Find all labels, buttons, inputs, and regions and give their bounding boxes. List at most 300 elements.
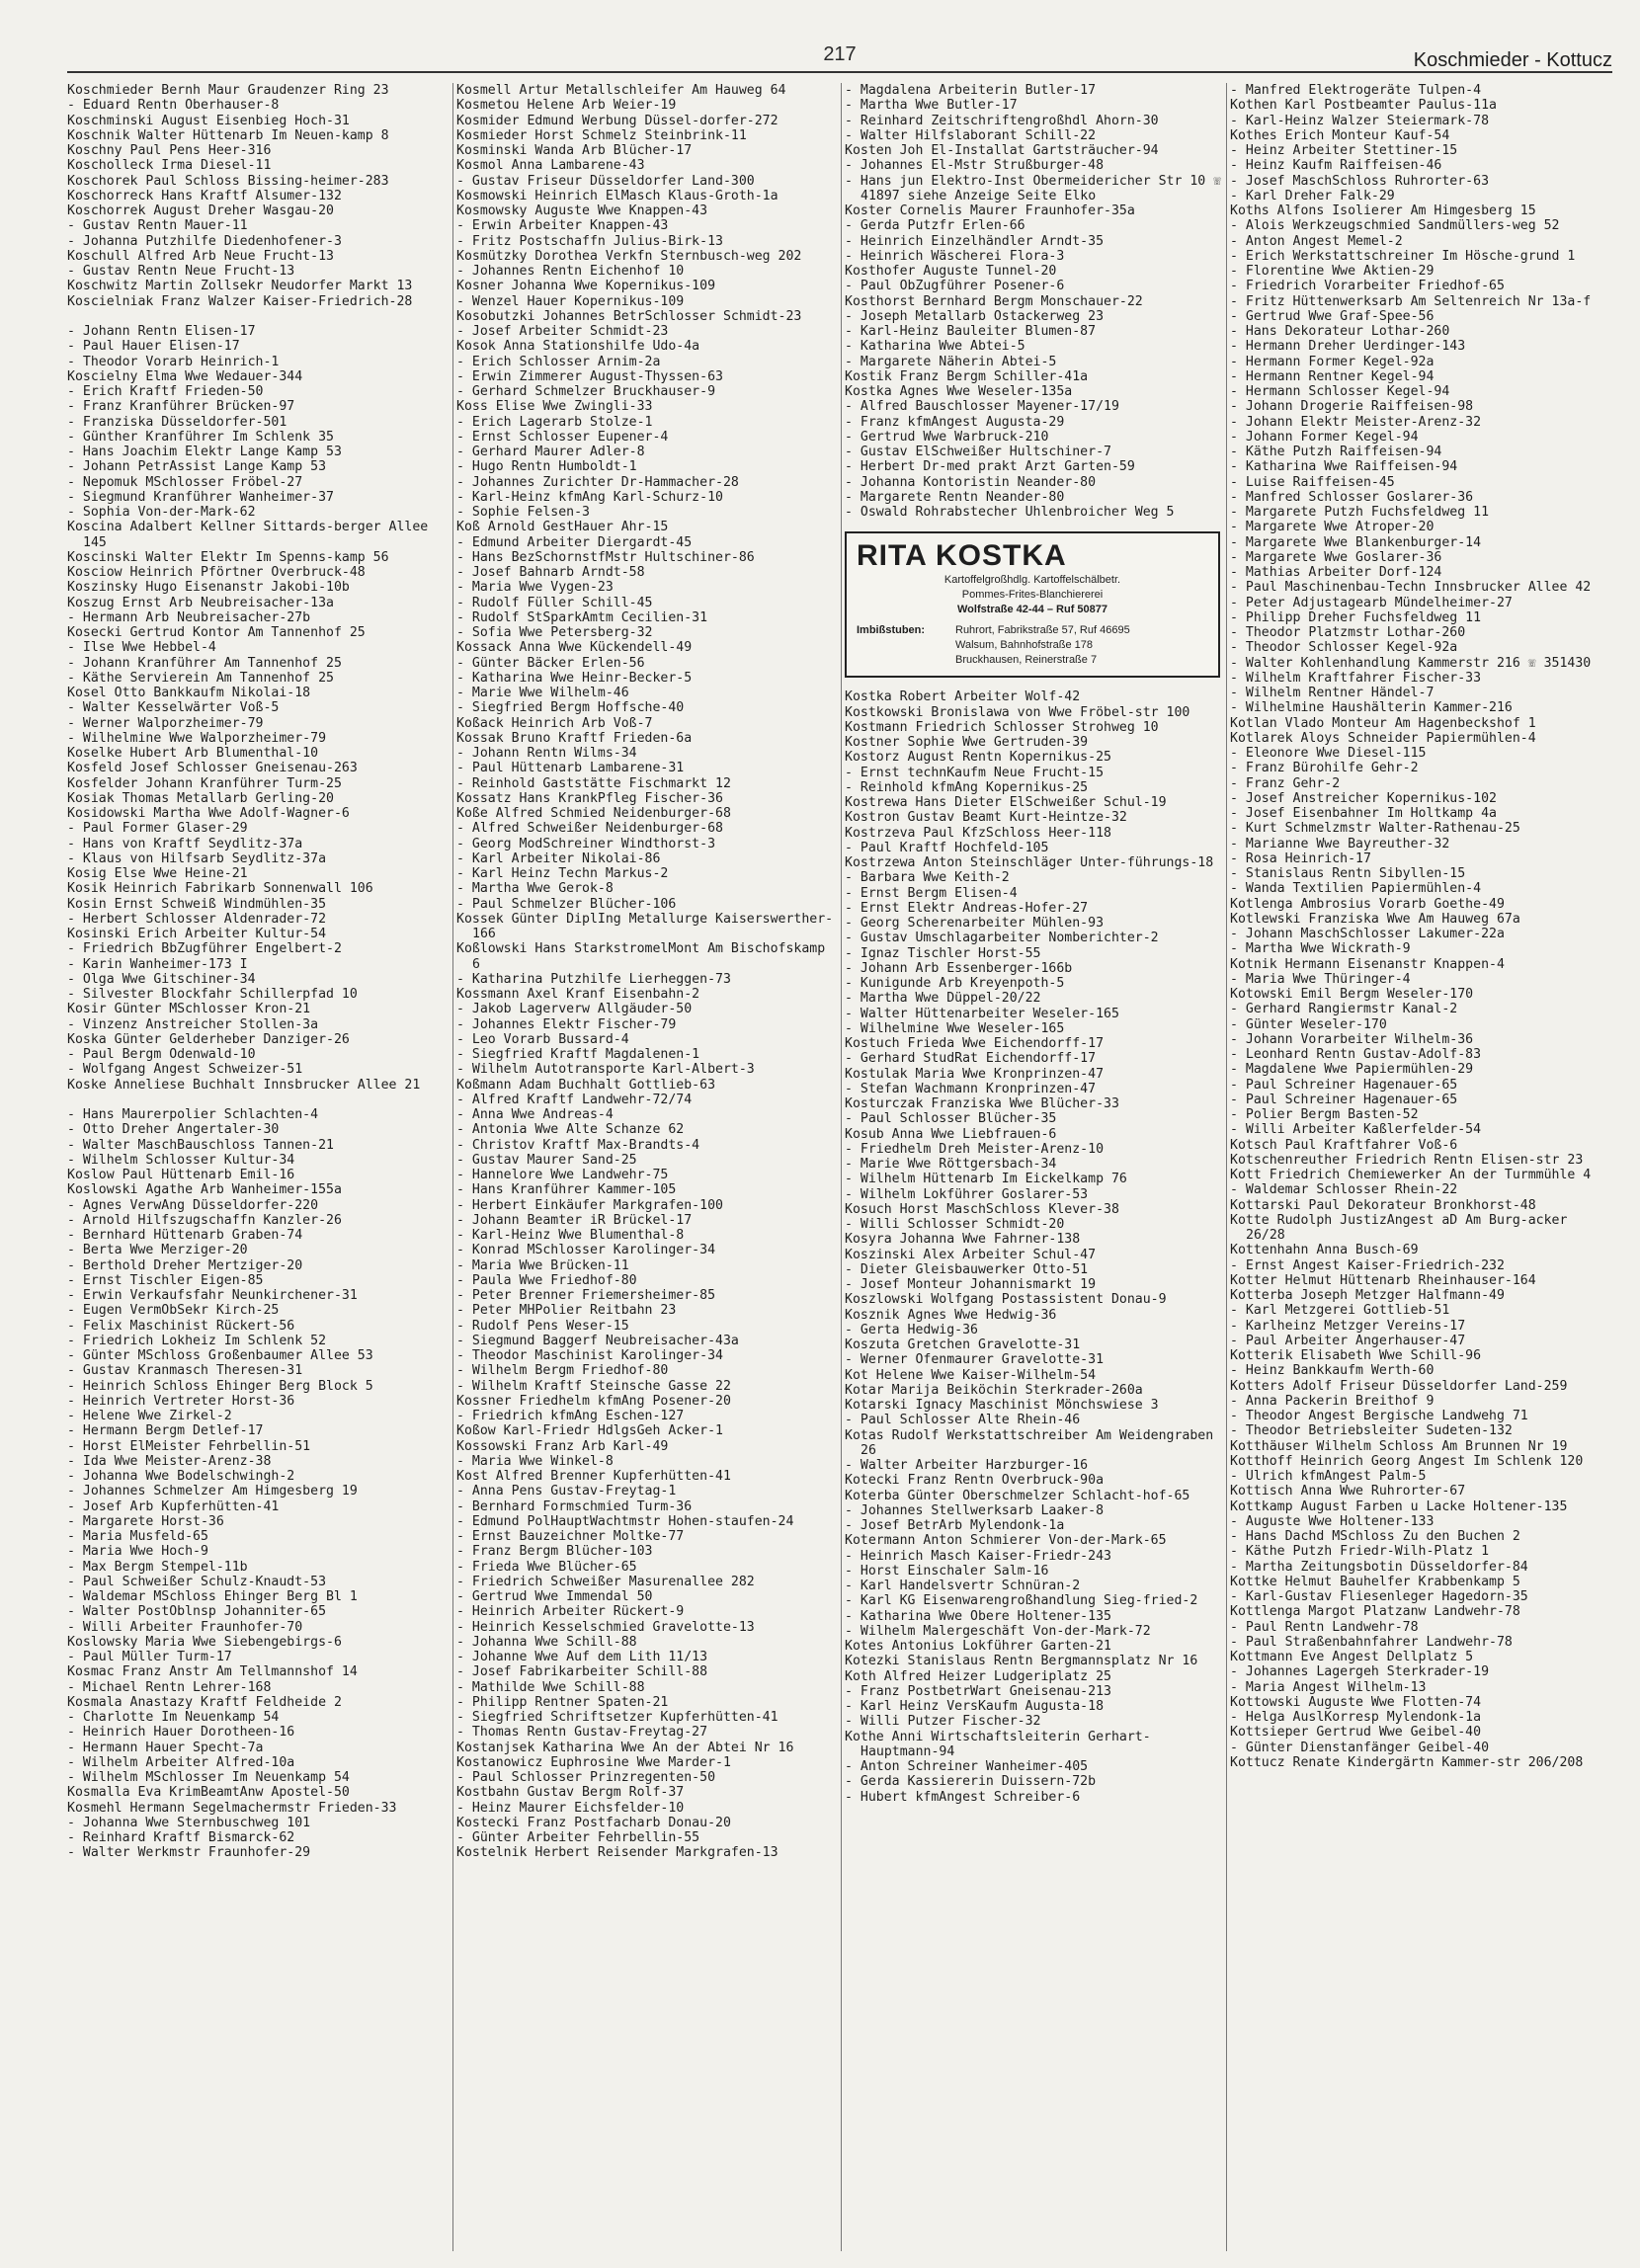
directory-entry: - Gertrud Wwe Warbruck-210	[845, 429, 1049, 445]
directory-entry: - Herbert Schlosser Aldenrader-72	[67, 911, 327, 927]
directory-entry: Kossak Bruno Kraftf Frieden-6a	[456, 730, 693, 746]
directory-entry: - Heinrich Vertreter Horst-36	[67, 1393, 295, 1409]
directory-entry: Kotecki Franz Rentn Overbruck-90a	[845, 1473, 1105, 1489]
directory-entry: - Wolfgang Angest Schweizer-51	[67, 1062, 303, 1078]
directory-entry: - Christov Kraftf Max-Brandts-4	[456, 1137, 700, 1153]
directory-entry: Koßlowski Hans StarkstromelMont Am Bischofskamp 6	[456, 941, 826, 972]
directory-entry: Kosmalla Eva KrimBeamtAnw Apostel-50	[67, 1785, 350, 1801]
directory-entry: - Stanislaus Rentn Sibyllen-15	[1230, 866, 1466, 881]
directory-entry: - Nepomuk MSchlosser Fröbel-27	[67, 474, 303, 490]
directory-entry: - Max Bergm Stempel-11b	[67, 1559, 248, 1575]
ad-address: Wolfstraße 42-44 – Ruf 50877	[956, 604, 1108, 616]
directory-entry: - Oswald Rohrabstecher Uhlenbroicher Weg 5	[845, 505, 1175, 520]
directory-entry: - Thomas Rentn Gustav-Freytag-27	[456, 1725, 708, 1741]
directory-entry: - Josef Anstreicher Kopernikus-102	[1230, 790, 1497, 806]
directory-entry: Kosir Günter MSchlosser Kron-21	[67, 1002, 311, 1017]
directory-entry: - Josef Eisenbahner Im Holtkamp 4a	[1230, 806, 1497, 821]
directory-entry: - Georg ModSchreiner Windthorst-3	[456, 836, 716, 851]
directory-entry: - Franziska Düsseldorfer-501	[67, 414, 287, 430]
entry-spacer	[67, 1093, 447, 1107]
directory-entry: Kottmann Eve Angest Dellplatz 5	[1230, 1650, 1474, 1664]
directory-entry: Koterba Günter Oberschmelzer Schlacht-hof-65	[845, 1488, 1190, 1503]
directory-entry: Kothe Anni Wirtschaftsleiterin Gerhart-Hauptmann-94	[845, 1729, 1151, 1759]
directory-column-1	[67, 83, 447, 2246]
directory-entry: - Theodor Maschinist Karolinger-34	[456, 1348, 723, 1363]
directory-entry: - Wilhelmine Wwe Weseler-165	[845, 1020, 1065, 1036]
directory-entry: - Wilhelm MSchlosser Im Neuenkamp 54	[67, 1770, 350, 1785]
directory-entry: - Klaus von Hilfsarb Seydlitz-37a	[67, 850, 327, 866]
directory-entry: Koschorrek August Dreher Wasgau-20	[67, 203, 334, 218]
directory-entry: - Walter Hilfslaborant Schill-22	[845, 127, 1097, 143]
directory-entry: - Johann MaschSchlosser Lakumer-22a	[1230, 927, 1505, 941]
directory-entry: - Günther Kranführer Im Schlenk 35	[67, 429, 334, 445]
directory-entry: - Waldemar Schlosser Rhein-22	[1230, 1182, 1458, 1198]
directory-entry: - Ernst Angest Kaiser-Friedrich-232	[1230, 1257, 1505, 1273]
directory-entry: - Karl-Heinz Walzer Steiermark-78	[1230, 113, 1490, 128]
directory-entry: - Heinrich Arbeiter Rückert-9	[456, 1604, 685, 1620]
directory-entry: - Ernst Elektr Andreas-Hofer-27	[845, 900, 1089, 916]
directory-entry: Kot Helene Wwe Kaiser-Wilhelm-54	[845, 1367, 1097, 1383]
directory-entry: Kostrewa Hans Dieter ElSchweißer Schul-19	[845, 795, 1167, 810]
directory-entry: - Theodor Angest Bergische Landwehg 71	[1230, 1409, 1528, 1423]
directory-entry: - Ulrich kfmAngest Palm-5	[1230, 1469, 1427, 1484]
directory-entry: - Johann Arb Essenberger-166b	[845, 960, 1073, 976]
ad-line: Pommes-Frites-Blanchiererei	[961, 589, 1104, 602]
directory-entry: - Konrad MSchlosser Karolinger-34	[456, 1243, 716, 1258]
directory-entry: - Karl Arbeiter Nikolai-86	[456, 850, 661, 866]
directory-entry: - Gustav ElSchweißer Hultschiner-7	[845, 445, 1111, 459]
directory-entry: Kothes Erich Monteur Kauf-54	[1230, 127, 1450, 143]
directory-entry: - Wilhelmine Haushälterin Kammer-216	[1230, 700, 1513, 716]
directory-entry: - Mathias Arbeiter Dorf-124	[1230, 565, 1442, 580]
directory-entry: - Paul Bergm Odenwald-10	[67, 1047, 256, 1062]
directory-entry: - Anna Pens Gustav-Freytag-1	[456, 1484, 677, 1499]
directory-entry: Kotowski Emil Bergm Weseler-170	[1230, 987, 1474, 1002]
directory-entry: - Wanda Textilien Papiermühlen-4	[1230, 881, 1482, 897]
directory-entry: - Paul Schlosser Prinzregenten-50	[456, 1770, 716, 1785]
directory-entry: Kosmala Anastazy Kraftf Feldheide 2	[67, 1694, 342, 1710]
directory-entry: Kosel Otto Bankkaufm Nikolai-18	[67, 686, 311, 700]
directory-entry: - Wilhelm Kraftfahrer Fischer-33	[1230, 670, 1482, 686]
directory-entry: - Karl Heinz VersKaufm Augusta-18	[845, 1699, 1105, 1714]
directory-entry: - Ernst Schlosser Eupener-4	[456, 429, 669, 445]
directory-entry: - Reinhold Gaststätte Fischmarkt 12	[456, 775, 731, 791]
ad-location: Walsum, Bahnhofstraße 178	[955, 639, 1093, 652]
directory-entry: Kost Alfred Brenner Kupferhütten-41	[456, 1469, 731, 1484]
directory-entry: Kostmann Friedrich Schlosser Strohweg 10	[845, 719, 1159, 735]
directory-entry: - Josef Bahnarb Arndt-58	[456, 565, 645, 580]
directory-entry: Kotschenreuther Friedrich Rentn Elisen-str 23	[1230, 1152, 1584, 1168]
directory-entry: - Peter Brenner Friemersheimer-85	[456, 1288, 716, 1303]
directory-entry: - Hans Kranführer Kammer-105	[456, 1182, 677, 1198]
directory-entry: - Willi Putzer Fischer-32	[845, 1714, 1041, 1730]
directory-entry: - Wilhelm Kraftf Steinsche Gasse 22	[456, 1378, 731, 1394]
directory-entry: - Paul Schreiner Hagenauer-65	[1230, 1092, 1458, 1107]
directory-entry: Koschorreck Hans Kraftf Alsumer-132	[67, 188, 342, 203]
directory-entry: - Paul Schlosser Blücher-35	[845, 1111, 1057, 1127]
directory-entry: - Maria Musfeld-65	[67, 1529, 208, 1544]
directory-entry: - Paul Rentn Landwehr-78	[1230, 1619, 1419, 1635]
directory-entry: - Karl-Heinz Bauleiter Blumen-87	[845, 324, 1097, 339]
directory-entry: Kostanowicz Euphrosine Wwe Marder-1	[456, 1754, 731, 1770]
directory-entry: Koßmann Adam Buchhalt Gottlieb-63	[456, 1077, 716, 1093]
directory-entry: Koth Alfred Heizer Ludgeriplatz 25	[845, 1668, 1111, 1684]
directory-entry: - Walter Arbeiter Harzburger-16	[845, 1458, 1089, 1473]
directory-entry: - Horst ElMeister Fehrbellin-51	[67, 1438, 311, 1454]
directory-entry: - Walter Werkmstr Fraunhofer-29	[67, 1845, 311, 1861]
directory-entry: - Ilse Wwe Hebbel-4	[67, 640, 216, 656]
directory-entry: - Walter Kesselwärter Voß-5	[67, 700, 280, 716]
directory-entry: - Gustav Maurer Sand-25	[456, 1152, 637, 1168]
directory-entry: - Paul Schreiner Hagenauer-65	[1230, 1077, 1458, 1093]
directory-entry: Kosznik Agnes Wwe Hedwig-36	[845, 1307, 1057, 1323]
directory-entry: - Gustav Friseur Düsseldorfer Land-300	[456, 173, 755, 189]
directory-entry: - Käthe Putzh Friedr-Wilh-Platz 1	[1230, 1544, 1490, 1560]
directory-entry: - Erwin Zimmerer August-Thyssen-63	[456, 368, 723, 384]
directory-entry: - Berta Wwe Merziger-20	[67, 1243, 248, 1258]
directory-entry: - Johannes Lagergeh Sterkrader-19	[1230, 1664, 1490, 1680]
directory-entry: - Hannelore Wwe Landwehr-75	[456, 1168, 669, 1182]
directory-entry: - Olga Wwe Gitschiner-34	[67, 971, 256, 987]
directory-entry: Kotas Rudolf Werkstattschreiber Am Weidengraben 26	[845, 1427, 1214, 1458]
directory-entry: - Johannes Zurichter Dr-Hammacher-28	[456, 474, 739, 490]
directory-entry: - Gerhard StudRat Eichendorff-17	[845, 1051, 1097, 1067]
directory-entry: - Hans von Kraftf Seydlitz-37a	[67, 836, 303, 851]
directory-entry: Kottowski Auguste Wwe Flotten-74	[1230, 1694, 1482, 1710]
directory-entry: - Ernst Bergm Elisen-4	[845, 885, 1018, 901]
directory-entry: - Martha Wwe Gerok-8	[456, 881, 614, 897]
directory-entry: Koths Alfons Isolierer Am Himgesberg 15	[1230, 203, 1536, 218]
directory-entry: - Günter Weseler-170	[1230, 1016, 1387, 1032]
directory-entry: - Käthe Putzh Raiffeisen-94	[1230, 445, 1442, 459]
directory-entry: - Charlotte Im Neuenkamp 54	[67, 1710, 280, 1725]
directory-entry: - Felix Maschinist Rückert-56	[67, 1318, 295, 1334]
directory-entry: Kosyra Johanna Wwe Fahrner-138	[845, 1232, 1081, 1248]
directory-entry: Koszlowski Wolfgang Postassistent Donau-9	[845, 1292, 1167, 1308]
directory-entry: - Siegfried Schriftsetzer Kupferhütten-41	[456, 1710, 779, 1725]
directory-entry: Kosmützky Dorothea Verkfn Sternbusch-weg 202	[456, 248, 802, 264]
directory-entry: - Edmund PolHauptWachtmstr Hohen-staufen-24	[456, 1513, 794, 1529]
directory-entry: - Magdalene Wwe Papiermühlen-29	[1230, 1062, 1474, 1078]
directory-entry: - Käthe Servierein Am Tannenhof 25	[67, 670, 334, 686]
directory-entry: - Heinz Maurer Eichsfelder-10	[456, 1800, 685, 1816]
page-number: 217	[823, 43, 857, 65]
directory-entry: Koscholleck Irma Diesel-11	[67, 158, 272, 174]
directory-entry: - Erich Werkstattschreiner Im Hösche-grund 1	[1230, 248, 1576, 264]
directory-entry: Kostik Franz Bergm Schiller-41a	[845, 368, 1089, 384]
directory-entry: Kosig Else Wwe Heine-21	[67, 866, 248, 881]
directory-entry: - Arnold Hilfszugschaffn Kanzler-26	[67, 1212, 342, 1228]
directory-entry: - Heinrich Hauer Dorotheen-16	[67, 1725, 295, 1741]
ad-business-name: RITA KOSTKA	[857, 539, 1067, 573]
directory-entry: Kostulak Maria Wwe Kronprinzen-47	[845, 1066, 1105, 1082]
directory-entry: - Maria Wwe Brücken-11	[456, 1257, 629, 1273]
directory-entry: - Hermann Schlosser Kegel-94	[1230, 384, 1450, 399]
directory-entry: - Kurt Schmelzmstr Walter-Rathenau-25	[1230, 821, 1520, 837]
directory-entry: - Eugen VermObSekr Kirch-25	[67, 1303, 280, 1319]
directory-entry: - Alfred Kraftf Landwehr-72/74	[456, 1092, 693, 1107]
directory-entry: - Maria Wwe Hoch-9	[67, 1544, 208, 1560]
directory-entry: - Günter Bäcker Erlen-56	[456, 655, 645, 671]
directory-entry: - Willi Arbeiter Fraunhofer-70	[67, 1619, 303, 1635]
directory-entry: - Michael Rentn Lehrer-168	[67, 1679, 272, 1695]
directory-entry: - Johann Drogerie Raiffeisen-98	[1230, 399, 1474, 415]
directory-entry: - Gertrud Wwe Graf-Spee-56	[1230, 308, 1435, 324]
directory-entry: - Rudolf Füller Schill-45	[456, 595, 653, 610]
directory-entry: - Friedrich Vorarbeiter Friedhof-65	[1230, 279, 1505, 294]
directory-entry: - Mathilde Wwe Schill-88	[456, 1679, 645, 1695]
directory-entry: - Theodor Betriebsleiter Sudeten-132	[1230, 1423, 1513, 1439]
directory-entry: Koszug Ernst Arb Neubreisacher-13a	[67, 595, 334, 610]
directory-entry: - Günter MSchloss Großenbaumer Allee 53	[67, 1348, 373, 1363]
directory-entry: Kotlan Vlado Monteur Am Hagenbeckshof 1	[1230, 715, 1536, 731]
directory-entry: Kosub Anna Wwe Liebfrauen-6	[845, 1126, 1057, 1142]
directory-entry: - Johann PetrAssist Lange Kamp 53	[67, 459, 327, 475]
directory-entry: - Waldemar MSchloss Ehinger Berg Bl 1	[67, 1589, 358, 1604]
directory-entry: Kottucz Renate Kindergärtn Kammer-str 206/208	[1230, 1754, 1584, 1770]
directory-entry: - Hugo Rentn Humboldt-1	[456, 459, 637, 475]
directory-entry: - Johannes Stellwerksarb Laaker-8	[845, 1502, 1105, 1518]
directory-entry: Kottlenga Margot Platzanw Landwehr-78	[1230, 1604, 1520, 1620]
ad-line: Kartoffelgroßhdlg. Kartoffelschälbetr.	[943, 574, 1121, 587]
directory-entry: - Wilhelm Autotransporte Karl-Albert-3	[456, 1062, 755, 1078]
directory-entry: Kostka Robert Arbeiter Wolf-42	[845, 689, 1081, 705]
directory-entry: - Karl Metzgerei Gottlieb-51	[1230, 1303, 1450, 1319]
directory-entry: - Friedhelm Dreh Meister-Arenz-10	[845, 1141, 1105, 1157]
directory-entry: - Martha Wwe Butler-17	[845, 98, 1018, 114]
directory-entry: Kosfelder Johann Kranführer Turm-25	[67, 775, 342, 791]
directory-entry: Kosthofer Auguste Tunnel-20	[845, 264, 1057, 279]
directory-entry: Koske Anneliese Buchhalt Innsbrucker Allee 21	[67, 1077, 421, 1093]
directory-entry: - Helga AuslKorresp Mylendonk-1a	[1230, 1710, 1482, 1725]
directory-entry: Koßack Heinrich Arb Voß-7	[456, 715, 653, 731]
directory-entry: - Hermann Dreher Uerdinger-143	[1230, 339, 1466, 355]
column-divider	[841, 83, 842, 2251]
directory-entry: - Erwin Verkaufsfahr Neunkirchener-31	[67, 1288, 358, 1303]
directory-entry: - Gertrud Wwe Immendal 50	[456, 1589, 653, 1604]
directory-entry: - Alfred Schweißer Neidenburger-68	[456, 821, 723, 837]
directory-entry: - Philipp Rentner Spaten-21	[456, 1694, 669, 1710]
directory-entry: - Hans Maurerpolier Schlachten-4	[67, 1107, 319, 1122]
directory-entry: Kotterba Joseph Metzger Halfmann-49	[1230, 1288, 1505, 1303]
entry-spacer	[67, 309, 447, 324]
directory-entry: - Willi Arbeiter Kaßlerfelder-54	[1230, 1122, 1482, 1138]
directory-entry: - Karin Wanheimer-173 I	[67, 956, 248, 972]
directory-entry: - Hans Joachim Elektr Lange Kamp 53	[67, 445, 342, 459]
directory-entry: - Friedrich BbZugführer Engelbert-2	[67, 941, 342, 957]
directory-entry: - Theodor Vorarb Heinrich-1	[67, 354, 280, 369]
directory-entry: - Wilhelm Lokführer Goslarer-53	[845, 1186, 1089, 1202]
directory-entry: - Margarete Wwe Goslarer-36	[1230, 549, 1442, 565]
directory-entry: - Heinrich Schloss Ehinger Berg Block 5	[67, 1378, 373, 1394]
directory-entry: Kossmann Axel Kranf Eisenbahn-2	[456, 987, 700, 1002]
directory-entry: - Heinz Kaufm Raiffeisen-46	[1230, 158, 1442, 174]
directory-entry: - Anna Packerin Breithof 9	[1230, 1393, 1435, 1409]
directory-entry: - Reinhard Kraftf Bismarck-62	[67, 1830, 295, 1845]
directory-entry: Kostelnik Herbert Reisender Markgrafen-13	[456, 1845, 779, 1861]
directory-entry: - Franz Kranführer Brücken-97	[67, 399, 295, 415]
directory-entry: - Peter MHPolier Reitbahn 23	[456, 1303, 677, 1319]
directory-entry: - Ernst Tischler Eigen-85	[67, 1272, 264, 1288]
directory-entry: - Siegfried Kraftf Magdalenen-1	[456, 1047, 700, 1062]
directory-entry: Kotter Helmut Hüttenarb Rheinhauser-164	[1230, 1272, 1536, 1288]
column-divider	[1226, 83, 1227, 2251]
directory-entry: - Siegfried Bergm Hoffsche-40	[456, 700, 685, 716]
directory-entry: - Florentine Wwe Aktien-29	[1230, 264, 1435, 279]
directory-entry: - Horst Einschaler Salm-16	[845, 1563, 1049, 1579]
directory-entry: Kotarski Ignacy Maschinist Mönchswiese 3	[845, 1398, 1159, 1413]
directory-entry: Kotes Antonius Lokführer Garten-21	[845, 1639, 1111, 1654]
directory-entry: Kossack Anna Wwe Kückendell-49	[456, 640, 693, 656]
directory-entry: - Erich Kraftf Frieden-50	[67, 384, 264, 399]
directory-entry: - Herbert Einkäufer Markgrafen-100	[456, 1197, 723, 1213]
directory-entry: - Silvester Blockfahr Schillerpfad 10	[67, 987, 358, 1002]
directory-entry: - Helene Wwe Zirkel-2	[67, 1409, 232, 1423]
directory-entry: - Gustav Rentn Neue Frucht-13	[67, 264, 295, 279]
directory-entry: Kostecki Franz Postfacharb Donau-20	[456, 1815, 731, 1830]
directory-entry: - Johanna Putzhilfe Diedenhofener-3	[67, 233, 342, 249]
directory-entry: Koszinsky Hugo Eisenanstr Jakobi-10b	[67, 580, 350, 596]
directory-entry: - Hubert kfmAngest Schreiber-6	[845, 1789, 1081, 1805]
directory-entry: - Hermann Former Kegel-92a	[1230, 354, 1435, 369]
directory-entry: - Karl Heinz Techn Markus-2	[456, 866, 669, 881]
directory-entry: - Sofia Wwe Petersberg-32	[456, 625, 653, 640]
directory-entry: - Wilhelm Hüttenarb Im Eickelkamp 76	[845, 1172, 1127, 1187]
directory-entry: - Johann Beamter iR Brückel-17	[456, 1212, 693, 1228]
directory-entry: Koscielniak Franz Walzer Kaiser-Friedrich-28	[67, 293, 413, 309]
directory-entry: - Dieter Gleisbauwerker Otto-51	[845, 1261, 1089, 1277]
directory-entry: - Josef Fabrikarbeiter Schill-88	[456, 1664, 708, 1680]
directory-entry: Koska Günter Gelderheber Danziger-26	[67, 1031, 350, 1047]
directory-entry: - Manfred Schlosser Goslarer-36	[1230, 489, 1474, 505]
directory-entry: - Rudolf Pens Weser-15	[456, 1318, 629, 1334]
directory-entry: - Agnes VerwAng Düsseldorfer-220	[67, 1197, 319, 1213]
directory-entry: - Erwin Arbeiter Knappen-43	[456, 218, 669, 234]
directory-entry: - Paul Straßenbahnfahrer Landwehr-78	[1230, 1634, 1513, 1650]
directory-entry: - Friedrich Lokheiz Im Schlenk 52	[67, 1333, 327, 1348]
directory-entry: - Franz Gehr-2	[1230, 775, 1341, 791]
directory-entry: - Paul Schlosser Alte Rhein-46	[845, 1413, 1081, 1428]
directory-entry: - Franz PostbetrWart Gneisenau-213	[845, 1683, 1111, 1699]
directory-entry: Koslowsky Maria Wwe Siebengebirgs-6	[67, 1634, 342, 1650]
directory-entry: Kosiak Thomas Metallarb Gerling-20	[67, 790, 334, 806]
directory-entry: - Walter MaschBauschloss Tannen-21	[67, 1137, 334, 1153]
directory-entry: - Maria Wwe Vygen-23	[456, 580, 614, 596]
directory-entry: - Hans Dachd MSchloss Zu den Buchen 2	[1230, 1529, 1520, 1544]
directory-entry: Kosmehl Hermann Segelmachermstr Frieden-33	[67, 1800, 397, 1816]
directory-entry: - Eleonore Wwe Diesel-115	[1230, 746, 1427, 761]
directory-entry: - Werner Ofenmaurer Gravelotte-31	[845, 1352, 1105, 1368]
directory-entry: Kottke Helmut Bauhelfer Krabbenkamp 5	[1230, 1574, 1520, 1589]
directory-entry: - Rosa Heinrich-17	[1230, 850, 1371, 866]
directory-entry: - Johann Elektr Meister-Arenz-32	[1230, 414, 1482, 430]
directory-entry: - Fritz Hüttenwerksarb Am Seltenreich Nr 13a-f	[1230, 293, 1592, 309]
directory-entry: - Karl-Heinz Wwe Blumenthal-8	[456, 1228, 685, 1243]
directory-entry: Kotthoff Heinrich Georg Angest Im Schlenk 120	[1230, 1453, 1584, 1469]
directory-entry: - Josef MaschSchloss Ruhrorter-63	[1230, 173, 1490, 189]
directory-entry: - Walter Hüttenarbeiter Weseler-165	[845, 1006, 1119, 1021]
directory-entry: - Bernhard Formschmied Turm-36	[456, 1498, 693, 1514]
directory-entry: - Heinrich Kesselschmied Gravelotte-13	[456, 1619, 755, 1635]
directory-entry: - Johann Rentn Elisen-17	[67, 324, 256, 339]
directory-entry: - Theodor Schlosser Kegel-92a	[1230, 640, 1458, 656]
directory-entry: - Josef BetrArb Mylendonk-1a	[845, 1518, 1065, 1533]
directory-entry: Kossek Günter DiplIng Metallurge Kaiserswerther-166	[456, 911, 834, 941]
directory-entry: Kosidowski Martha Wwe Adolf-Wagner-6	[67, 806, 350, 821]
directory-entry: Kossner Friedhelm kfmAng Posener-20	[456, 1393, 731, 1409]
directory-entry: Koschull Alfred Arb Neue Frucht-13	[67, 248, 334, 264]
directory-entry: - Johannes Elektr Fischer-79	[456, 1016, 677, 1032]
directory-entry: - Alois Werkzeugschmied Sandmüllers-weg 52	[1230, 218, 1560, 234]
directory-entry: - Gerhard Maurer Adler-8	[456, 445, 645, 459]
directory-entry: - Johann Rentn Wilms-34	[456, 746, 637, 761]
directory-entry: - Wilhelm Malergeschäft Von-der-Mark-72	[845, 1623, 1151, 1639]
directory-entry: - Gerda Kassiererin Duissern-72b	[845, 1774, 1097, 1790]
directory-entry: - Heinrich Wäscherei Flora-3	[845, 248, 1065, 264]
directory-entry: - Karl-Gustav Fliesenleger Hagedorn-35	[1230, 1589, 1528, 1604]
column-divider	[452, 83, 453, 2251]
directory-entry: - Hermann Arb Neubreisacher-27b	[67, 609, 311, 625]
directory-entry: - Martha Zeitungsbotin Düsseldorfer-84	[1230, 1559, 1528, 1575]
directory-entry: Kotters Adolf Friseur Düsseldorfer Land-259	[1230, 1378, 1568, 1394]
directory-entry: Koss Elise Wwe Zwingli-33	[456, 399, 653, 415]
directory-entry: - Gerta Hedwig-36	[845, 1322, 978, 1337]
directory-entry: - Gustav Kranmasch Theresen-31	[67, 1363, 303, 1379]
directory-entry: - Sophia Von-der-Mark-62	[67, 505, 256, 520]
directory-entry: - Wilhelm Rentner Händel-7	[1230, 686, 1435, 700]
directory-entry: Koscielny Elma Wwe Wedauer-344	[67, 368, 303, 384]
directory-entry: - Paul Hauer Elisen-17	[67, 339, 240, 355]
directory-entry: - Paul Hüttenarb Lambarene-31	[456, 761, 685, 776]
directory-entry: - Margarete Näherin Abtei-5	[845, 354, 1057, 369]
directory-entry: Kott Friedrich Chemiewerker An der Turmmühle 4	[1230, 1168, 1592, 1182]
directory-entry: - Ernst Bauzeichner Moltke-77	[456, 1529, 685, 1544]
directory-entry: Kostron Gustav Beamt Kurt-Heintze-32	[845, 810, 1127, 826]
directory-entry: - Paula Wwe Friedhof-80	[456, 1272, 637, 1288]
directory-entry: - Paul ObZugführer Posener-6	[845, 279, 1065, 294]
header-rule	[67, 71, 1612, 73]
directory-entry: Kottsieper Gertrud Wwe Geibel-40	[1230, 1725, 1482, 1741]
directory-entry: Kottenhahn Anna Busch-69	[1230, 1243, 1419, 1258]
directory-entry: Kostbahn Gustav Bergm Rolf-37	[456, 1785, 685, 1801]
directory-entry: - Bernhard Hüttenarb Graben-74	[67, 1228, 303, 1243]
directory-entry: Kotlenga Ambrosius Vorarb Goethe-49	[1230, 896, 1505, 912]
directory-entry: - Friedrich kfmAng Eschen-127	[456, 1409, 685, 1423]
directory-entry: - Josef Arbeiter Schmidt-23	[456, 324, 669, 339]
directory-entry: - Johanna Wwe Schill-88	[456, 1634, 637, 1650]
directory-entry: Kosner Johanna Wwe Kopernikus-109	[456, 279, 716, 294]
directory-entry: - Franz Bürohilfe Gehr-2	[1230, 761, 1419, 776]
directory-entry: Koscinski Walter Elektr Im Spenns-kamp 56	[67, 549, 389, 565]
ad-location: Bruckhausen, Reinerstraße 7	[955, 654, 1098, 667]
directory-entry: Kotezki Stanislaus Rentn Bergmannsplatz Nr 16	[845, 1654, 1198, 1669]
directory-entry: Kotar Marija Beiköchin Sterkrader-260a	[845, 1382, 1143, 1398]
directory-entry: - Günter Dienstanfänger Geibel-40	[1230, 1740, 1490, 1755]
directory-entry: - Martha Wwe Düppel-20/22	[845, 991, 1041, 1007]
directory-entry: Kotlarek Aloys Schneider Papiermühlen-4	[1230, 730, 1536, 746]
directory-entry: - Karlheinz Metzger Vereins-17	[1230, 1318, 1466, 1334]
directory-entry: Koße Alfred Schmied Neidenburger-68	[456, 806, 731, 821]
directory-entry: Koszinski Alex Arbeiter Schul-47	[845, 1247, 1097, 1262]
directory-entry: - Paul Arbeiter Angerhauser-47	[1230, 1333, 1466, 1348]
directory-entry: - Karl Dreher Falk-29	[1230, 188, 1395, 203]
directory-entry: - Wenzel Hauer Kopernikus-109	[456, 293, 685, 309]
directory-entry: - Auguste Wwe Holtener-133	[1230, 1513, 1435, 1529]
directory-entry: - Johann Vorarbeiter Wilhelm-36	[1230, 1031, 1474, 1047]
ad-label: Imbißstuben:	[857, 624, 926, 637]
directory-entry: Koster Cornelis Maurer Fraunhofer-35a	[845, 203, 1135, 218]
directory-entry: Koslow Paul Hüttenarb Emil-16	[67, 1168, 295, 1182]
